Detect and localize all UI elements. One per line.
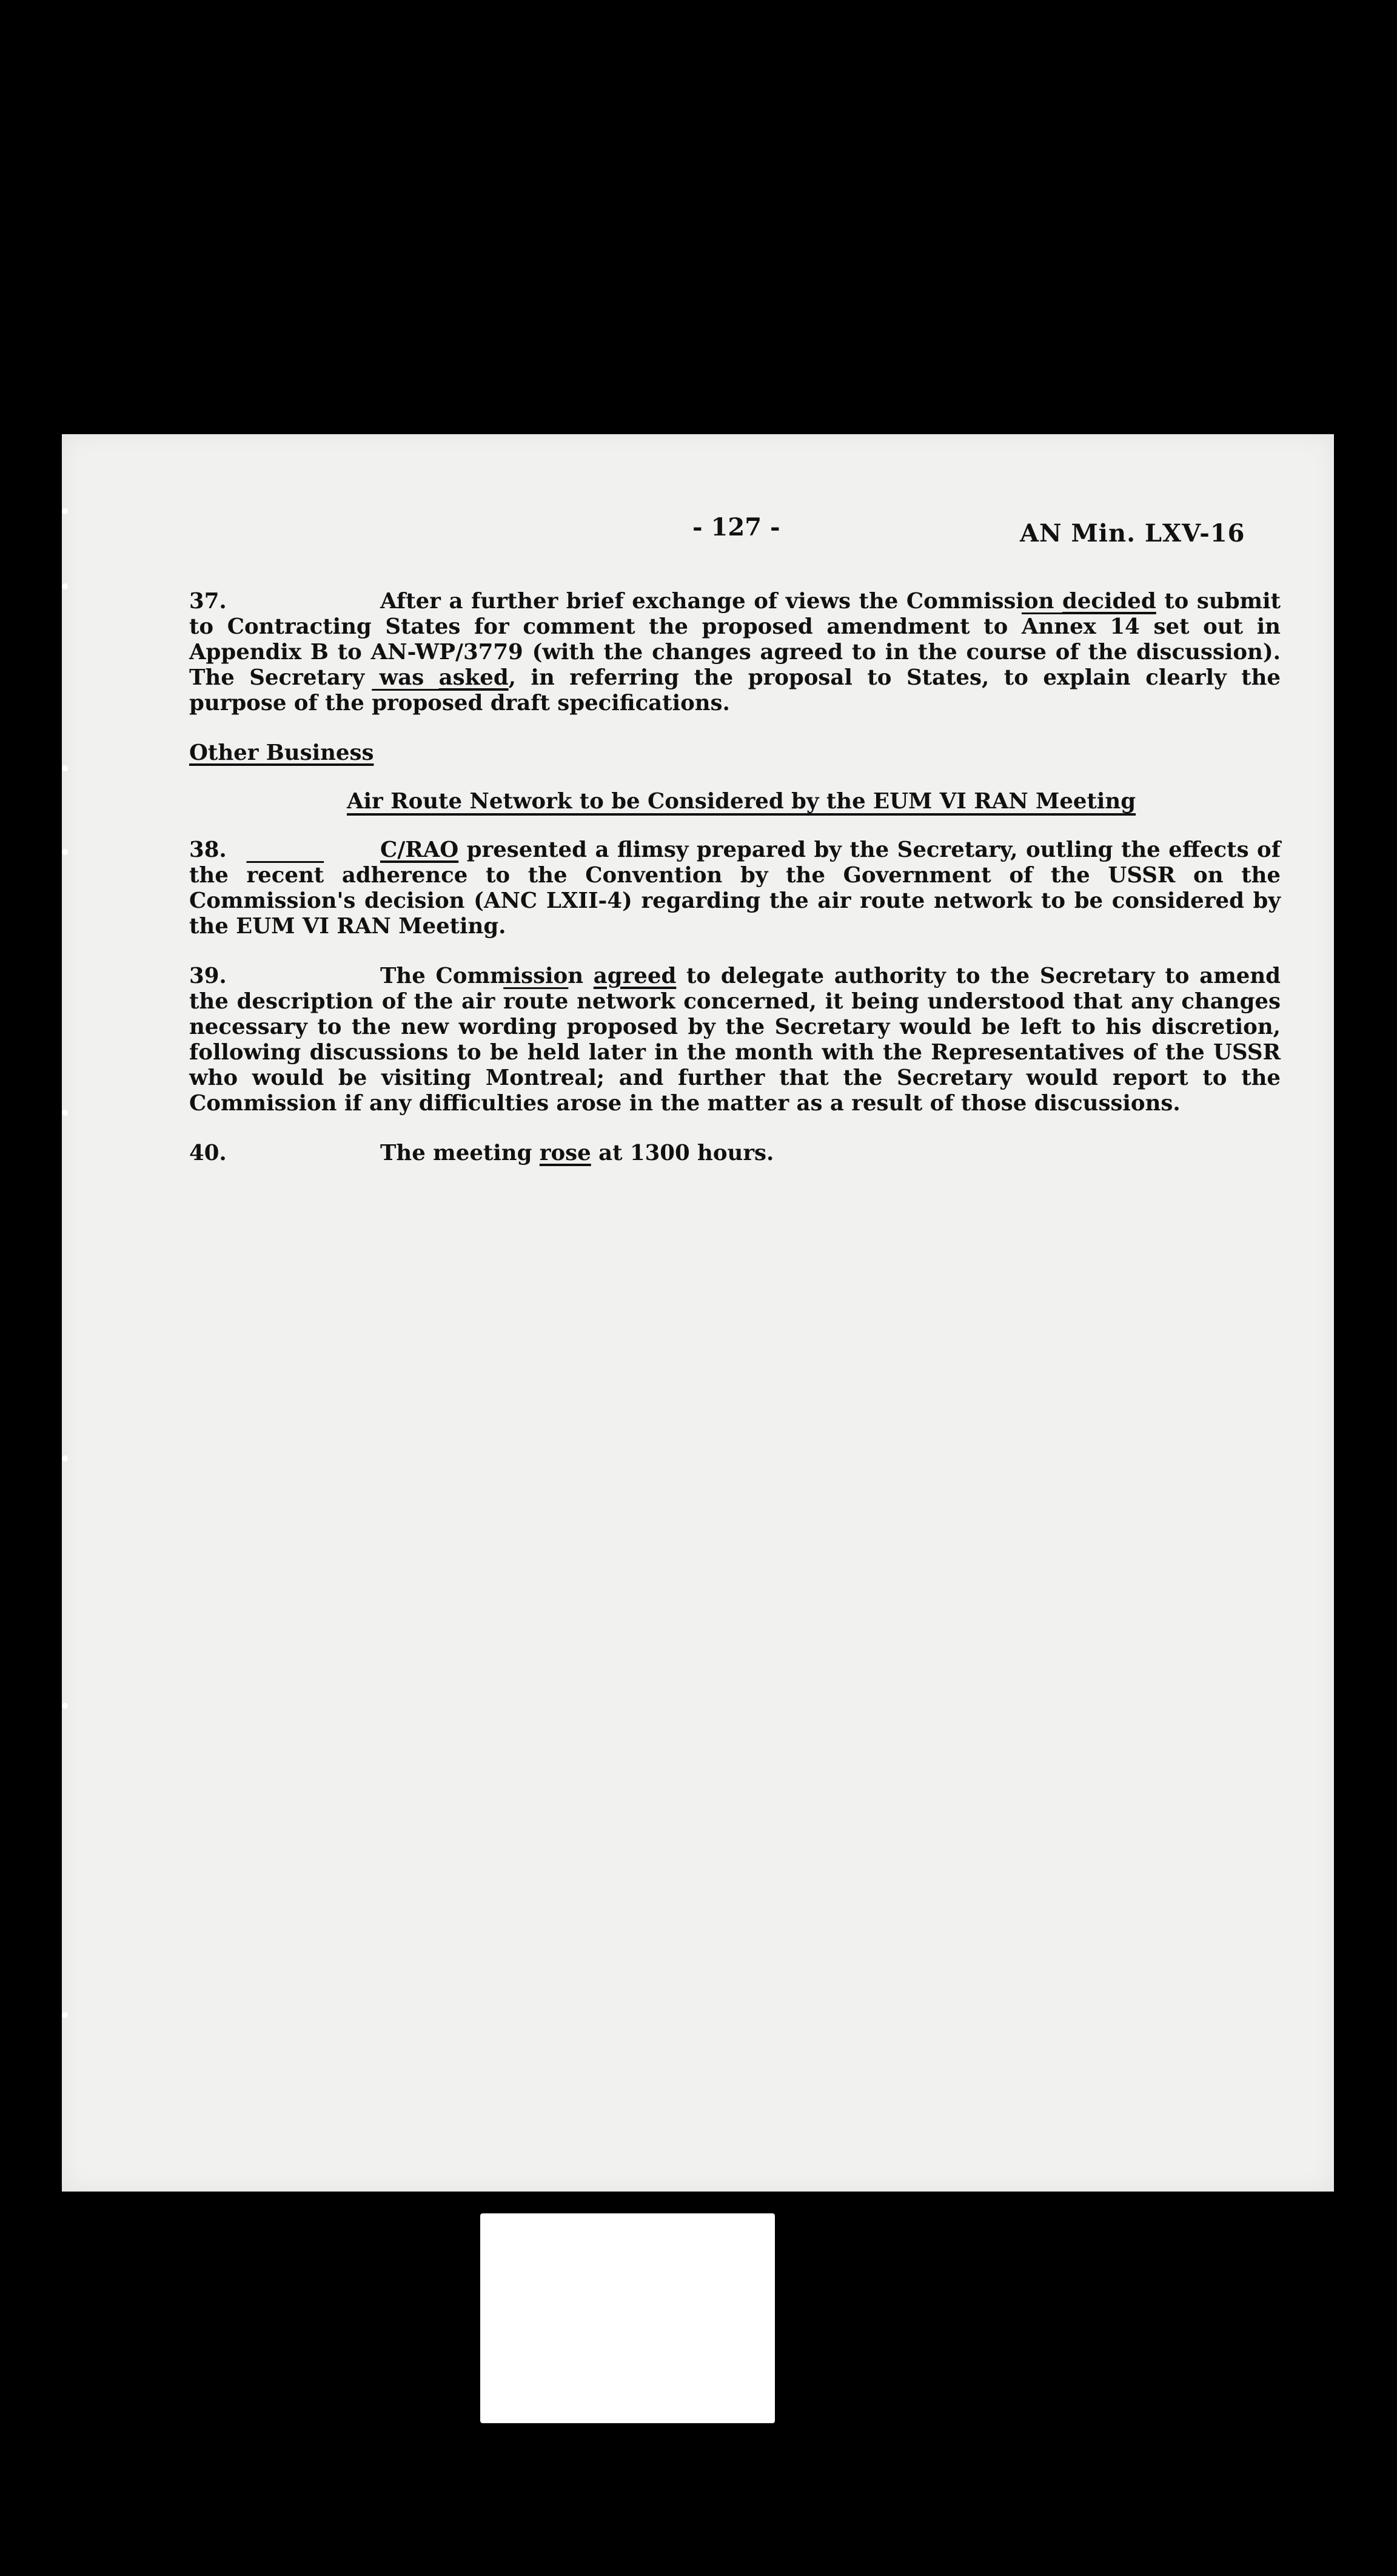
paragraph-39 xyxy=(189,964,1281,1116)
paragraph-text: at 1300 hours. xyxy=(591,1141,774,1166)
paragraph-text: The Commission xyxy=(380,964,594,988)
scan-dot xyxy=(62,1703,68,1709)
overlined-word: recent xyxy=(246,863,324,888)
scan-dot xyxy=(62,1455,68,1461)
paragraph-number: 37. xyxy=(189,589,227,614)
paragraph-37 xyxy=(189,589,1281,716)
underlined-word: agreed xyxy=(593,964,677,988)
underlined-word: C/RAO xyxy=(380,837,459,862)
scan-dot xyxy=(62,849,68,855)
paragraph-number: 39. xyxy=(189,964,227,988)
minutes-body xyxy=(189,589,1281,1190)
underlined-word: rose xyxy=(539,1141,591,1166)
scan-dot xyxy=(62,2012,68,2018)
scan-dot xyxy=(62,1110,68,1116)
paragraph-text: to delegate authority to the Secretary to amend the description of the air xyxy=(189,964,1281,1014)
paragraph-text: After a further brief exchange of views the Commission xyxy=(380,589,1062,614)
paragraph-text: network concerned, it being understood that any changes necessary to the new wording proposed by the Secretary would be left to his discretion, following discussions to be held later in the month with the Representatives of the USSR who would be visiting Montreal; and further that the Secretary would report to the Commission if any difficulties arose in the matter as a result of those discussions. xyxy=(189,989,1281,1116)
paragraph-text: The meeting xyxy=(380,1141,540,1166)
paragraph-text: draft specifications. xyxy=(483,691,730,716)
paragraph-number: 40. xyxy=(189,1141,227,1166)
paragraph-text: adherence to the Convention by the Government of the USSR on the Commission's decision (ANC LXII-4) regarding the air route network to be considered by the EUM VI RAN Meeting. xyxy=(189,863,1281,939)
paragraph-40 xyxy=(189,1141,1281,1166)
paragraph-text: presented a flimsy prepared by the Secretary, outling the effects of the xyxy=(189,837,1281,888)
paragraph-text: , in referring the proposal to States, to explain clearly the purpose of the xyxy=(189,665,1281,716)
paragraph-number: 38. xyxy=(189,837,227,862)
scan-dot xyxy=(62,583,68,589)
blank-target-card xyxy=(480,2213,775,2423)
overlined-word: Annex xyxy=(1021,614,1096,639)
paragraph-text: to submit to Contracting States for comment the proposed amendment to xyxy=(189,589,1281,639)
scan-dot xyxy=(62,508,68,514)
paragraph-38 xyxy=(189,837,1281,939)
overlined-word: route xyxy=(503,989,569,1014)
document-reference: AN Min. LXV-16 xyxy=(1020,519,1245,548)
page-number: - 127 - xyxy=(692,513,780,542)
overlined-word: proposed xyxy=(372,691,483,716)
paragraph-text: 14 set out in Appendix B to AN-WP/3779 (with the changes agreed to in the course of the discussion). The Secretary was xyxy=(189,614,1281,690)
underlined-word: asked xyxy=(438,665,509,690)
underlined-word: decided xyxy=(1062,589,1156,614)
document-page xyxy=(62,434,1334,2192)
subsection-heading: Air Route Network to be Considered by the EUM VI RAN Meeting xyxy=(347,789,1136,814)
section-heading-other-business: Other Business xyxy=(189,740,374,765)
scan-dot xyxy=(62,765,68,771)
